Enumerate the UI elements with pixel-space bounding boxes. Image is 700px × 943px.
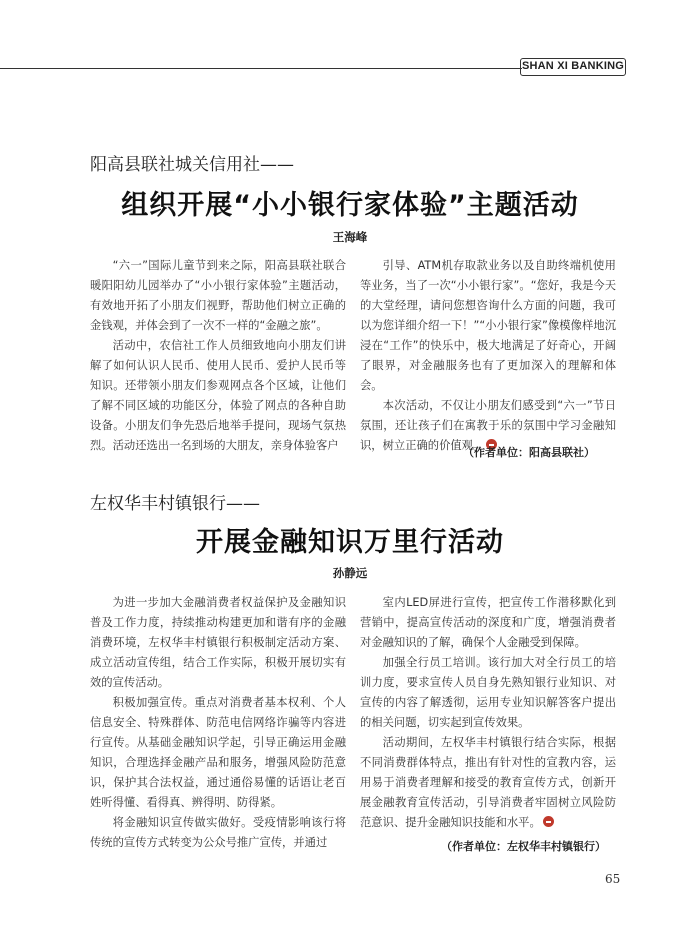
article2-author: 孙静远 — [332, 566, 368, 580]
article1-kicker: 阳高县联社城关信用社—— — [90, 155, 294, 175]
article2-kicker: 左权华丰村镇银行—— — [90, 494, 260, 514]
article2-paragraph: 室内LED屏进行宣传，把宣传工作潜移默化到营销中，提高宣传活动的深度和广度，增强消费者对金融知识的了解，确保个人金融受到保障。 — [360, 596, 616, 649]
article2-right-column — [360, 593, 616, 833]
article2-paragraph: 为进一步加大金融消费者权益保护及金融知识普及工作力度，持续推动构建更加和谐有序的金融消费环境，左权华丰村镇银行积极制定活动方案、成立活动宣传组，结合工作实际，积极开展切实有效的宣传活动。 — [90, 596, 346, 689]
article1-signature: （作者单位：阳高县联社） — [463, 446, 595, 459]
article1-right-column — [360, 256, 616, 456]
page-number: 65 — [605, 872, 621, 886]
header-rule — [0, 68, 522, 69]
article2-left-column — [90, 593, 346, 853]
article2-signature: （作者单位：左权华丰村镇银行） — [441, 840, 606, 853]
article1-paragraph: 本次活动，不仅让小朋友们感受到“六一”节日氛围，还让孩子们在寓教于乐的氛围中学习金融知识，树立正确的价值观。 — [360, 399, 616, 452]
article1-paragraph: “六一”国际儿童节到来之际，阳高县联社联合暖阳阳幼儿园举办了“小小银行家体验”主题活动，有效地开拓了小朋友们视野，帮助他们树立正确的金钱观，并体会到了一次不一样的“金融之旅”。 — [90, 259, 346, 332]
article2-paragraph: 活动期间，左权华丰村镇银行结合实际，根据不同消费群体特点，推出有针对性的宣教内容，运用易于消费者理解和接受的教育宣传方式，创新开展金融教育宣传活动，引导消费者牢固树立风险防范意识、提升金融知识技能和水平。 — [360, 736, 616, 829]
article1-author: 王海峰 — [332, 230, 368, 244]
article1-paragraph: 活动中，农信社工作人员细致地向小朋友们讲解了如何认识人民币、使用人民币、爱护人民币等知识。还带领小朋友们参观网点各个区域，让他们了解不同区域的功能区分，体验了网点的各种自助设备。小朋友们争先恐后地举手提问，现场气氛热烈。活动还选出一名到场的大朋友，亲身体验客户 — [90, 339, 346, 452]
article2-paragraph: 积极加强宣传。重点对消费者基本权利、个人信息安全、特殊群体、防范电信网络诈骗等内容进行宣传。从基础金融知识学起，引导正确运用金融知识，合理选择金融产品和服务，增强风险防范意识，保护其合法权益，通过通俗易懂的话语让老百姓听得懂、看得真、辨得明、防得紧。 — [90, 696, 346, 809]
article1-left-column — [90, 256, 346, 456]
article2-paragraph: 加强全行员工培训。该行加大对全行员工的培训力度，要求宣传人员自身先熟知银行业知识、对宣传的内容了解透彻，运用专业知识解答客户提出的相关问题，切实起到宣传效果。 — [360, 656, 616, 729]
article2-paragraph: 将金融知识宣传做实做好。受疫情影响该行将传统的宣传方式转变为公众号推广宣传，并通过 — [90, 816, 346, 849]
article2-title: 开展金融知识万里行活动 — [196, 527, 504, 558]
end-mark-icon — [543, 816, 554, 827]
article1-paragraph: 引导、ATM机存取款业务以及自助终端机使用等业务，当了一次“小小银行家”。“您好，我是今天的大堂经理，请问您想咨询什么方面的问题，我可以为您详细介绍一下！”“小小银行家”像模像样地沉浸在“工作”的快乐中，极大地满足了好奇心，开阔了眼界，对金融服务也有了更加深入的理解和体会。 — [360, 259, 616, 392]
article1-title: 组织开展“小小银行家体验”主题活动 — [121, 190, 579, 221]
magazine-section-label: SHAN XI BANKING — [520, 58, 626, 76]
